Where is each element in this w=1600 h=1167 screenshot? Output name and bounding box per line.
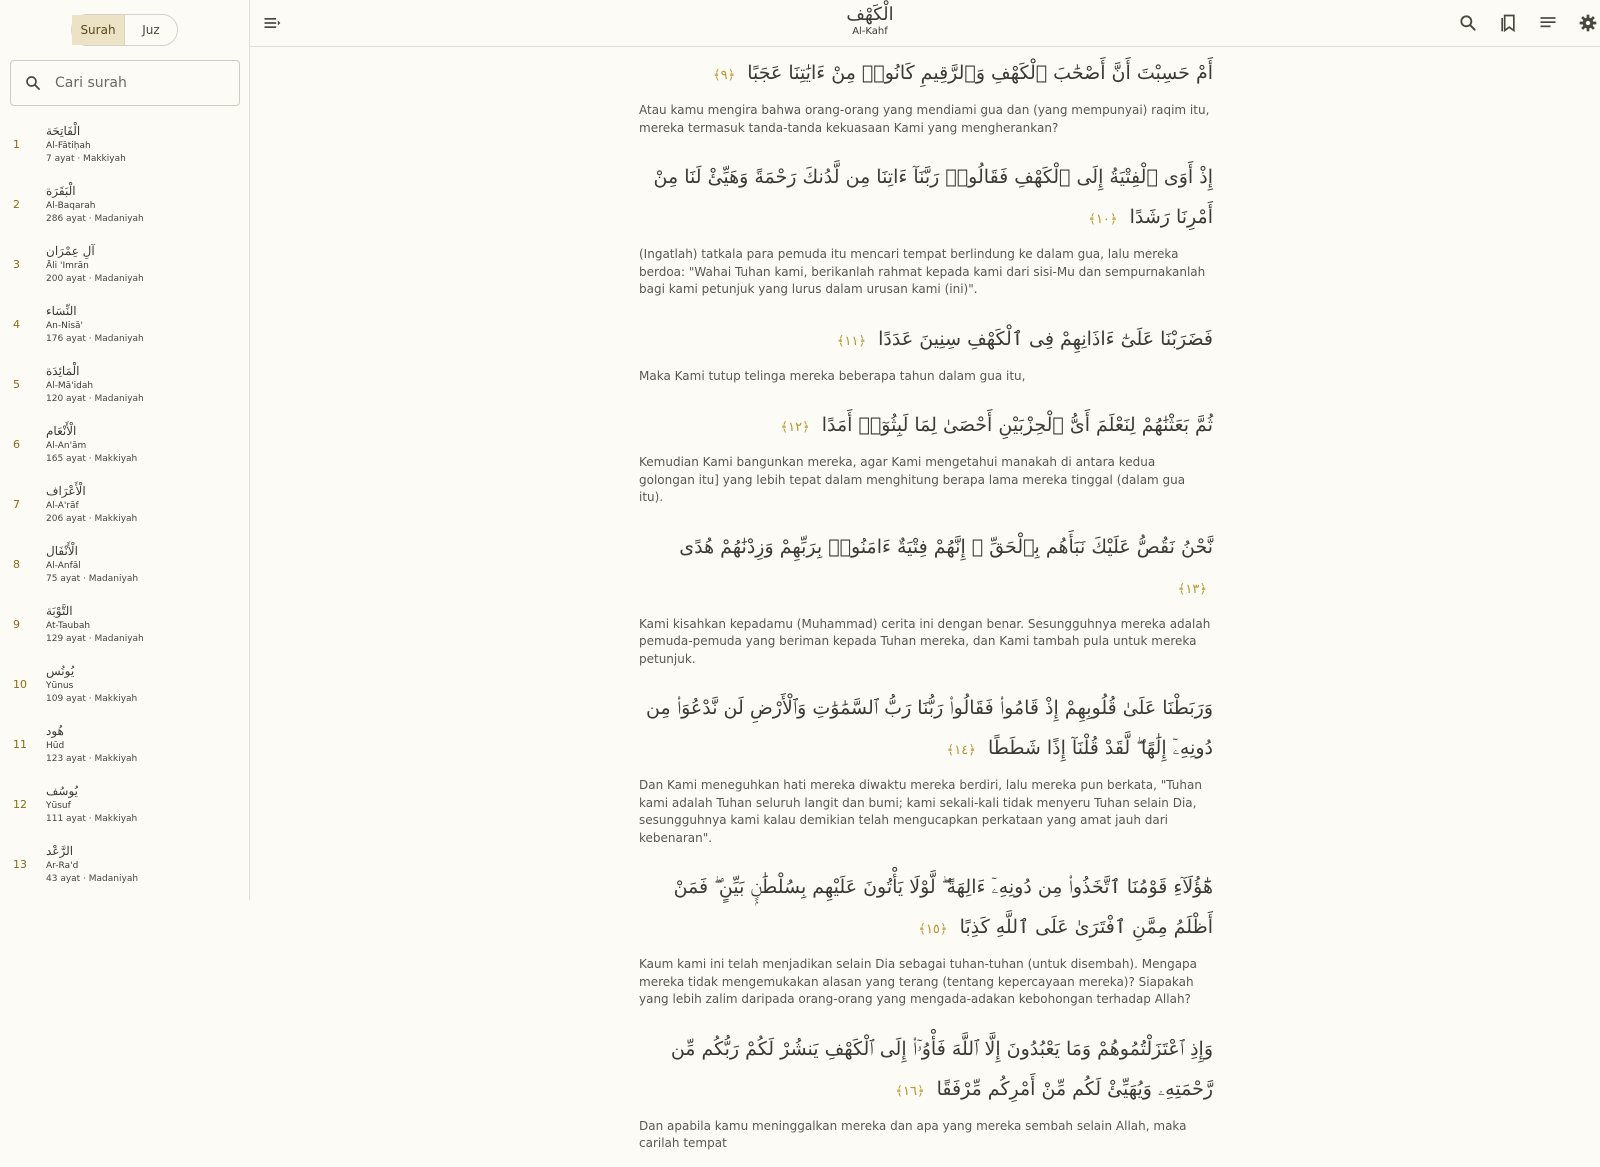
surah-number: 12 xyxy=(13,797,27,811)
ayah-arabic-text: نَّحْنُ نَقُصُّ عَلَيْكَ نَبَأَهُم بِٱلْحَقِّ ۚ إِنَّهُمْ فِتْيَةٌ ءَامَنُوا۟ بِرَبِّهِمْ وَزِدْنَٰهُمْ هُدًى xyxy=(679,535,1213,558)
bookmark-icon[interactable] xyxy=(1498,13,1518,37)
surah-search-box[interactable] xyxy=(10,60,240,106)
surah-arabic-name: النِّسَاء xyxy=(46,303,77,318)
ayah-translation: Dan Kami meneguhkan hati mereka diwaktu mereka berdiri, lalu mereka pun berkata, "Tuhan kami adalah Tuhan seluruh langit dan bumi; kami sekali-kali tidak menyeru Tuhan selain Dia, sesungguhnya kami kalau demikian telah mengucapkan perkataan yang amat jauh dari kebenaran". xyxy=(639,778,1202,845)
ayah-arabic-text: وَرَبَطْنَا عَلَىٰ قُلُوبِهِمْ إِذْ قَامُوا۟ فَقَالُوا۟ رَبُّنَا رَبُّ ٱلسَّمَٰوَٰتِ وَٱلْأَرْضِ لَن نَّدْعُوَا۟ مِن دُونِهِۦٓ إِلَٰهًا ۖ لَّقَدْ قُلْنَآ إِذًا شَطَطًا xyxy=(646,697,1213,759)
surah-arabic-name: آلِ عِمْرَان xyxy=(46,243,95,258)
surah-title-latin: Al-Kahf xyxy=(852,26,888,37)
surah-meta: 109 ayat · Makkiyah xyxy=(46,693,138,704)
surah-title xyxy=(820,4,920,38)
surah-meta: 176 ayat · Madaniyah xyxy=(46,333,144,344)
surah-item[interactable] xyxy=(0,774,249,834)
ayah-arabic xyxy=(639,682,1213,771)
surah-meta: 43 ayat · Madaniyah xyxy=(46,873,139,884)
surah-item[interactable] xyxy=(0,714,249,774)
surah-latin-name: Al-Anfāl xyxy=(46,560,81,571)
surah-arabic-name: الْبَقَرَة xyxy=(46,183,76,198)
surah-item[interactable] xyxy=(0,474,249,534)
surah-latin-name: Al-Baqarah xyxy=(46,200,96,211)
surah-number: 11 xyxy=(13,737,27,751)
surah-arabic-name: يُونُس xyxy=(46,663,75,678)
search-icon xyxy=(11,74,55,92)
surah-latin-name: Āli 'Imrān xyxy=(46,260,89,271)
surah-latin-name: Yūsuf xyxy=(46,800,71,811)
ayah-number: ﴿١٦﴾ xyxy=(895,1083,925,1099)
surah-number: 10 xyxy=(13,677,27,691)
surah-arabic-name: الْفَاتِحَة xyxy=(46,123,81,138)
surah-item[interactable] xyxy=(0,354,249,414)
ayah-item[interactable] xyxy=(639,151,1213,313)
surah-arabic-name: الرَّعْد xyxy=(46,843,74,858)
ayah-translation: (Ingatlah) tatkala para pemuda itu mencari tempat berlindung ke dalam gua, lalu mereka berdoa: "Wahai Tuhan kami, berikanlah rahmat kepada kami dari sisi-Mu dan sempurnakanlah bagi kami petunjuk yang lurus dalam urusan kami (ini)". xyxy=(639,247,1206,296)
ayah-arabic-text: هَٰٓؤُلَآءِ قَوْمُنَا ٱتَّخَذُوا۟ مِن دُونِهِۦٓ ءَالِهَةً ۖ لَّوْلَا يَأْتُونَ عَلَيْهِم بِسُلْطَٰنٍۭ بَيِّنٍ ۖ فَمَنْ أَظْلَمُ مِمَّنِ ٱفْتَرَىٰ عَلَى ٱللَّهِ كَذِبًا xyxy=(673,876,1213,938)
surah-item[interactable] xyxy=(0,234,249,294)
surah-latin-name: At-Taubah xyxy=(46,620,91,631)
surah-number: 3 xyxy=(13,257,20,271)
surah-arabic-name: الْأَنْفَال xyxy=(46,543,78,558)
surah-number: 7 xyxy=(13,497,20,511)
surah-latin-name: Al-Fātiḥah xyxy=(46,140,91,151)
surah-meta: 111 ayat · Makkiyah xyxy=(46,813,138,824)
surah-arabic-name: يُوسُف xyxy=(46,783,79,798)
surah-meta: 206 ayat · Makkiyah xyxy=(46,513,138,524)
menu-icon[interactable] xyxy=(262,13,282,37)
ayah-translation: Dan apabila kamu meninggalkan mereka dan apa yang mereka sembah selain Allah, maka carilah tempat xyxy=(639,1118,1187,1150)
surah-item[interactable] xyxy=(0,414,249,474)
surah-item[interactable] xyxy=(0,534,249,594)
surah-item[interactable] xyxy=(0,294,249,354)
surah-item[interactable] xyxy=(0,174,249,234)
surah-meta: 129 ayat · Madaniyah xyxy=(46,633,144,644)
notes-icon[interactable] xyxy=(1538,13,1558,37)
ayah-number-value: ١٤ xyxy=(954,743,969,758)
surah-list xyxy=(0,114,249,894)
ayah-number-value: ١٢ xyxy=(788,420,803,435)
surah-arabic-name: الْأَعْرَاف xyxy=(46,483,86,498)
surah-item[interactable] xyxy=(0,594,249,654)
surah-latin-name: Ar-Ra'd xyxy=(46,860,79,871)
surah-latin-name: Al-An'ām xyxy=(46,440,87,451)
surah-item[interactable] xyxy=(0,114,249,174)
surah-arabic-name: الْأَنْعَام xyxy=(46,423,77,438)
ayah-translation: Atau kamu mengira bahwa orang-orang yang mendiami gua dan (yang mempunyai) raqim itu, mereka termasuk tanda-tanda kekuasaan Kami yang mengherankan? xyxy=(639,103,1210,135)
surah-meta: 7 ayat · Makkiyah xyxy=(46,153,126,164)
ayah-number: ﴿١٤﴾ xyxy=(946,743,976,758)
surah-meta: 286 ayat · Madaniyah xyxy=(46,213,144,224)
ayah-translation: Kaum kami ini telah menjadikan selain Dia sebagai tuhan-tuhan (untuk disembah). Mengapa mereka tidak mengemukakan alasan yang terang (tentang kepercayaan mereka)? Siapakah yang lebih zalim daripada orang-orang yang mengada-adakan kebohongan terhadap Allah? xyxy=(639,957,1198,1006)
ayah-arabic xyxy=(639,861,1213,950)
ayah-number: ﴿١٢﴾ xyxy=(780,420,810,435)
surah-arabic-name: التَّوْبَة xyxy=(46,603,73,618)
ayah-arabic xyxy=(639,313,1213,362)
surah-item[interactable] xyxy=(0,654,249,714)
ayah-arabic xyxy=(639,521,1213,610)
surah-meta: 123 ayat · Makkiyah xyxy=(46,753,138,764)
settings-icon[interactable] xyxy=(1578,13,1598,37)
top-bar xyxy=(250,0,1600,47)
ayah-item[interactable] xyxy=(639,682,1213,861)
surah-meta: 120 ayat · Madaniyah xyxy=(46,393,144,404)
tab-surah[interactable]: Surah xyxy=(72,15,124,45)
surah-arabic-name: هُود xyxy=(46,723,64,738)
surah-number: 1 xyxy=(13,137,20,151)
surah-juz-toggle xyxy=(71,14,178,46)
ayah-translation: Kemudian Kami bangunkan mereka, agar Kami mengetahui manakah di antara kedua golongan itu] yang lebih tepat dalam menghitung berapa lama mereka tinggal (dalam gua itu). xyxy=(639,455,1186,504)
surah-number: 8 xyxy=(13,557,20,571)
ayah-arabic-text: وَإِذِ ٱعْتَزَلْتُمُوهُمْ وَمَا يَعْبُدُونَ إِلَّا ٱللَّهَ فَأْوُۥٓا۟ إِلَى ٱلْكَهْفِ يَنشُرْ لَكُمْ رَبُّكُم مِّن رَّحْمَتِهِۦ وَيُهَيِّئْ لَكُم مِّنْ أَمْرِكُم مِّرْفَقًا xyxy=(670,1037,1213,1100)
ayah-number-value: ١٦ xyxy=(902,1083,917,1099)
ayah-arabic-text: فَضَرَبْنَا عَلَىٰٓ ءَاذَانِهِمْ فِى ٱلْكَهْفِ سِنِينَ عَدَدًا xyxy=(878,327,1213,350)
ayah-item[interactable] xyxy=(639,399,1213,521)
ayah-list xyxy=(639,47,1213,1150)
ayah-translation: Maka Kami tutup telinga mereka beberapa tahun dalam gua itu, xyxy=(639,368,1026,383)
tab-juz[interactable]: Juz xyxy=(124,15,177,45)
ayah-translation: Kami kisahkan kepadamu (Muhammad) cerita ini dengan benar. Sesungguhnya mereka adalah pemuda-pemuda yang beriman kepada Tuhan mereka, dan Kami tambah pula untuk mereka petunjuk. xyxy=(639,616,1211,666)
ayah-item[interactable] xyxy=(639,47,1213,151)
surah-number: 13 xyxy=(13,857,27,871)
ayah-number-value: ١٣ xyxy=(1185,581,1200,597)
ayah-number: ﴿١١﴾ xyxy=(836,333,867,349)
ayah-number-value: ٩ xyxy=(720,68,728,83)
ayah-arabic xyxy=(639,151,1213,240)
ayah-number: ﴿١٣﴾ xyxy=(1177,581,1207,597)
surah-arabic-name: الْمَائِدَة xyxy=(46,363,80,378)
surah-meta: 75 ayat · Madaniyah xyxy=(46,573,139,584)
surah-latin-name: Al-A'rāf xyxy=(46,500,79,511)
surah-number: 2 xyxy=(13,197,20,211)
ayah-arabic xyxy=(639,399,1213,448)
ayah-arabic xyxy=(639,1023,1213,1112)
surah-meta: 165 ayat · Makkiyah xyxy=(46,453,138,464)
surah-latin-name: An-Nisā' xyxy=(46,320,84,331)
ayah-item[interactable] xyxy=(639,521,1213,683)
surah-number: 5 xyxy=(13,377,20,391)
surah-title-arabic: الْكَهْف xyxy=(846,4,894,25)
ayah-number-value: ١١ xyxy=(844,333,859,349)
ayah-number: ﴿١٥﴾ xyxy=(918,922,948,937)
surah-number: 6 xyxy=(13,437,20,451)
surah-number: 4 xyxy=(13,317,20,331)
ayah-arabic-text: إِذْ أَوَى ٱلْفِتْيَةُ إِلَى ٱلْكَهْفِ فَقَالُوا۟ رَبَّنَآ ءَاتِنَا مِن لَّدُنكَ رَحْمَةً وَهَيِّئْ لَنَا مِنْ أَمْرِنَا رَشَدًا xyxy=(653,166,1213,228)
ayah-arabic-text: ثُمَّ بَعَثْنَٰهُمْ لِنَعْلَمَ أَىُّ ٱلْحِزْبَيْنِ أَحْصَىٰ لِمَا لَبِثُوٓا۟ أَمَدًا xyxy=(821,414,1213,436)
surah-latin-name: Hūd xyxy=(46,740,65,751)
search-icon[interactable] xyxy=(1458,13,1478,37)
ayah-number: ﴿١٠﴾ xyxy=(1088,212,1118,227)
surah-latin-name: Yūnus xyxy=(46,680,74,691)
surah-item[interactable] xyxy=(0,834,249,894)
ayah-item[interactable] xyxy=(639,1023,1213,1167)
ayah-number-value: ١٥ xyxy=(925,922,940,937)
sidebar xyxy=(0,0,250,900)
surah-meta: 200 ayat · Madaniyah xyxy=(46,273,144,284)
ayah-number: ﴿٩﴾ xyxy=(712,68,736,83)
ayah-arabic xyxy=(639,47,1213,96)
surah-number: 9 xyxy=(13,617,20,631)
surah-search-input[interactable] xyxy=(55,75,225,91)
ayah-arabic-text: أَمْ حَسِبْتَ أَنَّ أَصْحَٰبَ ٱلْكَهْفِ وَٱلرَّقِيمِ كَانُوا۟ مِنْ ءَايَٰتِنَا عَجَبًا xyxy=(747,62,1213,84)
surah-latin-name: Al-Mā'idah xyxy=(46,380,94,391)
ayah-number-value: ١٠ xyxy=(1095,212,1110,227)
ayah-item[interactable] xyxy=(639,861,1213,1023)
ayah-item[interactable] xyxy=(639,313,1213,400)
